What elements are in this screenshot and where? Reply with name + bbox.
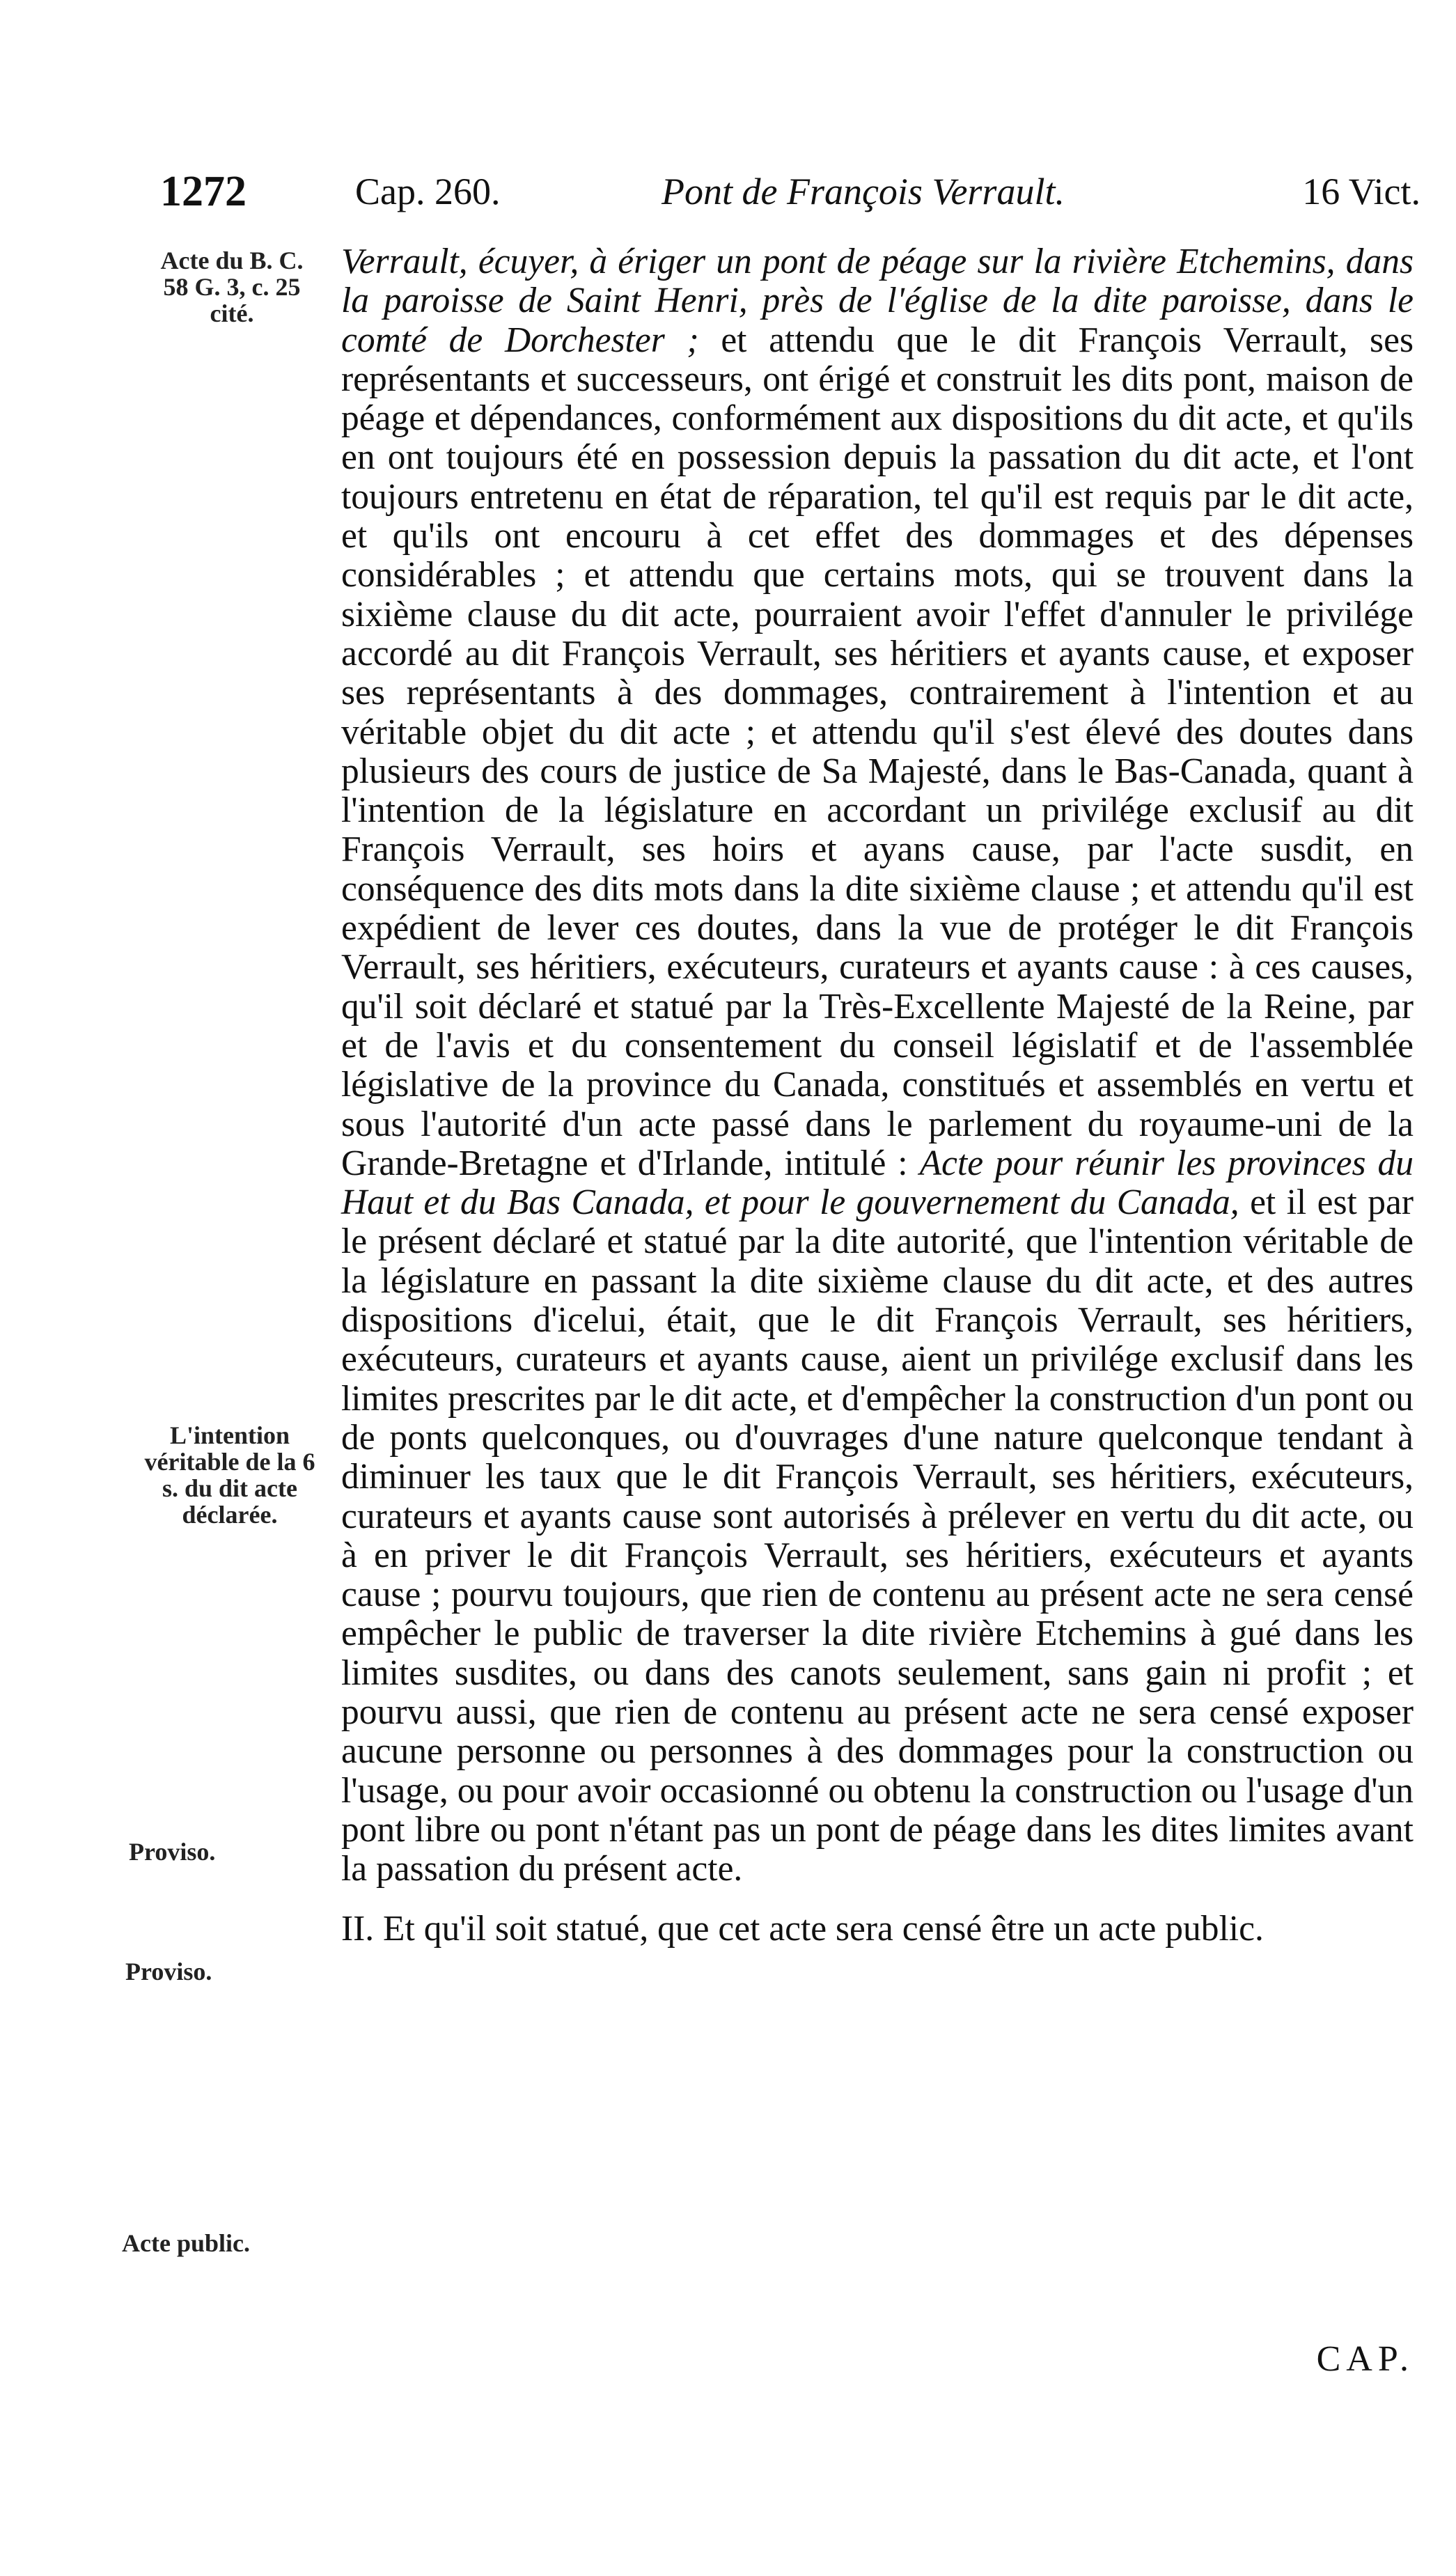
italic-opening: Verrault, écuyer, à ériger un pont de péage sur la rivière Etchemins, dans la paroisse de Saint Henri, près de l'église de la dite paroisse, dans le comté de Dorchester ; (341, 242, 1414, 360)
margin-note-public-act: Acte public. (122, 2229, 250, 2257)
statute-body (341, 242, 1414, 1949)
paragraph-1 (341, 242, 1414, 1889)
paragraph-1-text-a: et attendu que le dit François Verrault, ses représentants et successeurs, ont érigé et construit les dits pont, maison de péage et dépendances, conformément aux dispositions du dit acte, et qu'ils en ont toujours été en possession depuis la passation du dit acte, et l'ont toujours entretenu en état de réparation, tel qu'il est requis par le dit acte, et qu'ils ont encouru à cet effet des dommages et des dépenses considérables ; et attendu que certains mots, qui se trouvent dans la sixième clause du dit acte, pourraient avoir l'effet d'annuler le privilége accordé au dit François Verrault, ses héritiers et ayants cause, et exposer ses représentants à des dommages, contrairement à l'intention et au véritable objet du dit acte ; et attendu qu'il s'est élevé des doutes dans plusieurs des cours de justice de Sa Majesté, dans le Bas-Canada, quant à l'intention de la législature en accordant un privilége exclusif au dit François Verrault, ses hoirs et ayans cause, par l'acte susdit, en conséquence des dits mots dans la dite sixième clause ; et attendu qu'il est expédient de lever ces doutes, dans la vue de protéger le dit François Verrault, ses héritiers, exécuteurs, curateurs et ayants cause : à ces causes, qu'il soit déclaré et statué par la Très-Excellente Majesté de la Reine, par et de l'avis et du consentement du conseil législatif et de l'assemblée législative de la province du Canada, constitués et assemblés en vertu et sous l'autorité d'un acte passé dans le parlement du royaume-uni de la Grande-Bretagne et d'Irlande, intitulé : (341, 320, 1414, 1183)
chapter-number: Cap. 260. (355, 171, 501, 212)
italic-act-title: Acte pour réunir les provinces du Haut et du Bas Canada, et pour le gouvernement du Canada, (341, 1143, 1414, 1223)
paragraph-1-text-b: et il est par le présent déclaré et statué par la dite autorité, que l'intention véritable de la législature en passant la dite sixième clause du dit acte, et des autres dispositions d'icelui, était, que le dit François Verrault, ses héritiers, exécuteurs, curateurs et ayants cause, aient un privilége exclusif dans les limites prescrites par le dit acte, et d'empêcher la construction d'un pont ou de ponts quelconques, ou d'ouvrages d'une nature quelconque tendant à diminuer les taux que le dit François Verrault, ses héritiers, exécuteurs, curateurs et ayants cause sont autorisés à prélever en vertu du dit acte, ou à en priver le dit François Verrault, ses héritiers, exécuteurs et ayants cause ; pourvu toujours, que rien de contenu au présent acte ne sera censé empêcher le public de traverser la dite rivière Etchemins à gué dans les limites susdites, ou dans des canots seulement, sans gain ni profit ; et pourvu aussi, que rien de contenu au présent acte ne sera censé exposer aucune personne ou personnes à des dommages pour la construction ou l'usage, ou pour avoir occasionné ou obtenu la construction ou l'usage d'un pont libre ou pont n'étant pas un pont de péage dans les dites limites avant la passation du présent acte. (341, 1182, 1414, 1889)
running-header (160, 167, 1420, 223)
margin-note-intention: L'intention véritable de la 6 s. du dit acte déclarée. (144, 1421, 315, 1529)
margin-note-proviso-1: Proviso. (129, 1838, 216, 1866)
catchword: CAP. (1316, 2339, 1414, 2379)
page-number: 1272 (160, 168, 246, 215)
regnal-year: 16 Vict. (1302, 171, 1420, 212)
running-title: Pont de François Verrault. (662, 171, 1065, 212)
paragraph-2: II. Et qu'il soit statué, que cet acte sera censé être un acte public. (341, 1909, 1264, 1949)
margin-note-proviso-2: Proviso. (125, 1958, 212, 1985)
margin-note-act-cited: Acte du B. C. 58 G. 3, c. 25 cité. (160, 247, 304, 327)
